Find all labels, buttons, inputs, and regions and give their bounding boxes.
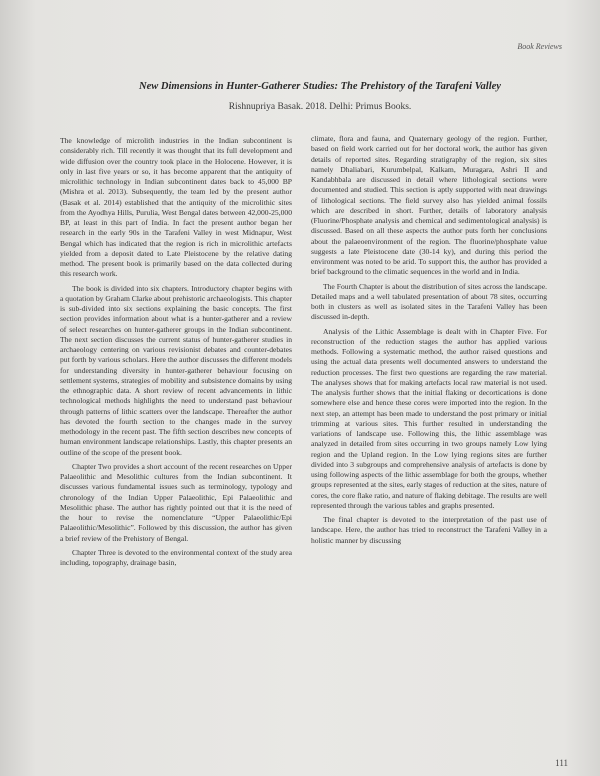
paragraph: The book is divided into six chapters. Introductory chapter begins with a quotation by Graham Clarke about prehistoric archaeologists. This chapter is sub-divided into six sections explaining the basic concepts. The first section provides information about what is a hunter-gatherer and a review of select researches on hunter-gatherer groups in the Indian subcontinent. The next section discusses the current status of hunter-gatherer studies in archaeology centering on various revisionist debates and counter-debates put forth by various scholars. Here the author discusses the different models for understanding diversity in hunter-gatherer behaviour focusing on settlement systems, strategies of mobility and subsistence domains by using the ethnographic data. A short review of recent advancements in lithic technological methods highlights the need to understand past behaviour through patterns of lithic scatters over the landscape. Thereafter the author has devoted the fourth section to the changes made in the survey methodology in the recent past. The fifth section describes new concepts of human environment landscape relationships. Lastly, this chapter presents an outline of the scope of the present book.	[60, 283, 292, 457]
paragraph: Chapter Two provides a short account of the recent researches on Upper Palaeolithic and Mesolithic cultures from the Indian subcontinent. It discusses various fundamental issues such as terminology, typology and chronology of the Indian Upper Palaeolithic, Epi Palaeolithic and Mesolithic phase. The author has rightly pointed out that it is the need of the hour to revise the nomenclature “Upper Palaeolithic/Epi Palaeolithic/Mesolithic”. Followed by this discussion, the author has given a brief review of the Prehistory of Bengal.	[60, 461, 292, 543]
right-column	[311, 134, 547, 550]
section-label: Book Reviews	[517, 42, 562, 51]
paragraph: The knowledge of microlith industries in the Indian subcontinent is considerably rich. Till recently it was thought that its full development and wide diffusion over the country took place in the Holocene. However, it is only in last five years or so, it has become apparent that the antiquity of microlithic technology in Indian subcontinent dates back to 45,000 BP (Mishra et al. 2013). Subsequently, the team led by the present author (Basak et al. 2014) established that the antiquity of the microlithic sites from the Ayodhya Hills, Purulia, West Bengal dates between 42,000-25,000 BP, at least in this part of India. In fact the present author began her research in the early 90s in the Tarafeni Valley in west Midnapur, West Bengal which has indicated that the region is rich in microlithic artefacts yielded from a deposit dated to Late Pleistocene by the relative dating method. The present book is primarily based on the data collected during this research work.	[60, 136, 292, 279]
page-number: 111	[555, 758, 568, 768]
left-column	[60, 136, 292, 572]
paragraph: The final chapter is devoted to the interpretation of the past use of landscape. Here, the author has tried to reconstruct the Tarafeni Valley in a holistic manner by discussing	[311, 515, 547, 545]
paragraph: Analysis of the Lithic Assemblage is dealt with in Chapter Five. For reconstruction of the reduction stages the author has applied various methods. Following a systematic method, the author raised questions and using the actual data presents well documented answers to understand the reduction processes. The first two questions are regarding the raw material. The analyses shows that for making artefacts local raw material is not used. The analysis further shows that the initial flaking or decortications is done somewhere else and hence these cores were imported into the region. In the next step, an attempt has been made to understand the post primary or initial trimming at various sites. This further resulted in understanding the variations of landscape use. Following this, the lithic assemblage was analyzed in detailed from sites occurring in two groups namely Low lying region and the Upland region. In the Low lying regions sites are further divided into 3 subgroups and comprehensive analysis of artefacts is done by using following aspects of the lithic assemblage for both the groups, whether groups represented at the sites, early stages of reduction at the sites, nature of cores, the core flake ratio, and nature of flaking debitage. The results are well represented through the various tables and graphs presented.	[311, 326, 547, 510]
paragraph: Chapter Three is devoted to the environmental context of the study area including, topography, drainage basin,	[60, 547, 292, 567]
paragraph: climate, flora and fauna, and Quaternary geology of the region. Further, based on field work carried out for her doctoral work, the author has given details of reported sites. Regarding stratigraphy of the region, six sites namely Dhaliabari, Kurumbelpal, Kalkam, Muragara, Ashri II and Kandabhbala are discussed in detail where lithological sections were documented and studied. This section is aptly supported with neat drawings of lithological sections. The field survey also has yielded animal fossils which are described in short. Further, details of laboratory analysis (Fluorine/Phosphate analysis and chemical and sedimentological analysis) is discussed. Based on all these aspects the author puts forth her conclusions about the palaeoenvironment of the region. The fluorine/phosphate value suggests a late Pleistocene date (30-14 ky), and during this period the environment was noted to be arid. To support this, the author has provided a brief background to the climatic sequences in the world and in India.	[311, 134, 547, 277]
book-citation: Rishnupriya Basak. 2018. Delhi: Primus Books.	[228, 102, 412, 112]
paragraph: The Fourth Chapter is about the distribution of sites across the landscape. Detailed maps and a well tabulated presentation of about 78 sites, occurring both in clusters as well as isolated sites in the Tarafeni Valley has been discussed in-depth.	[311, 281, 547, 322]
review-title: New Dimensions in Hunter-Gatherer Studies: The Prehistory of the Tarafeni Valley	[139, 81, 501, 92]
